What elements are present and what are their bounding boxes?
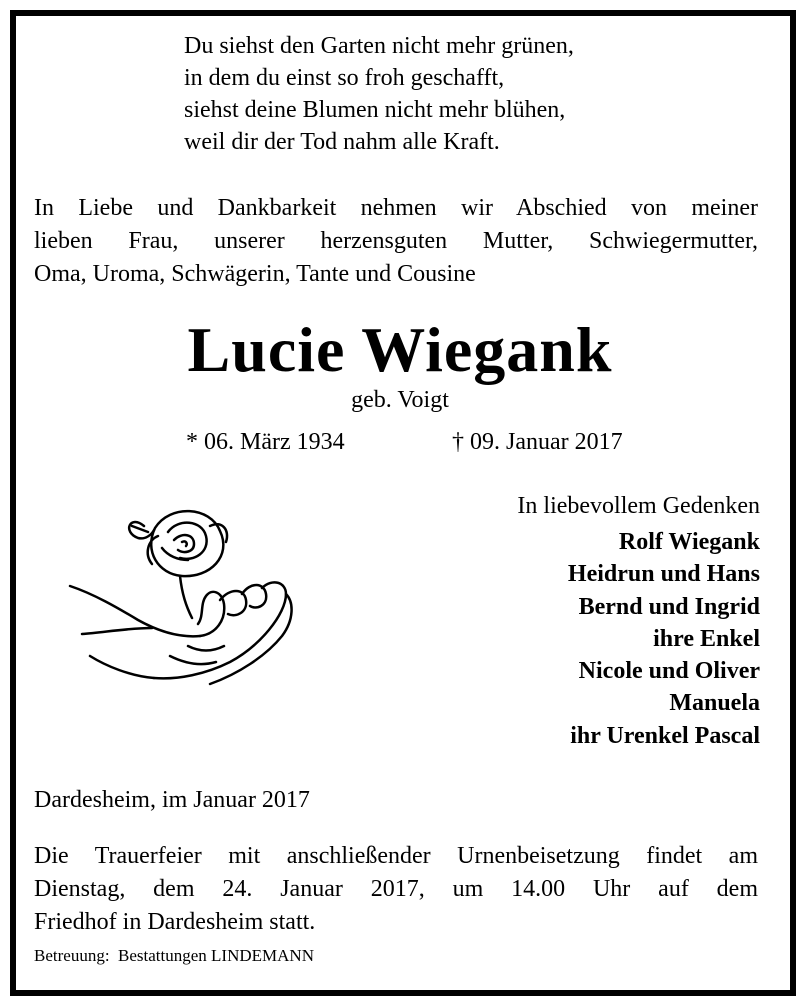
rose-in-hands-icon [60,496,300,706]
ceremony-line: Friedhof in Dardesheim statt. [34,909,316,935]
place-date: Dardesheim, im Januar 2017 [34,787,310,813]
mourner-name: Bernd und Ingrid [578,593,760,620]
mourners-block [517,490,760,752]
ceremony-line: Die Trauerfeier mit anschließender Urnenbeisetzung findet am [34,843,758,869]
mourner-name: Nicole und Oliver [578,658,760,685]
maiden-name: geb. Voigt [351,387,449,413]
poem-line: siehst deine Blumen nicht mehr blühen, [184,97,566,123]
birth-date: * 06. März 1934 [186,429,345,455]
poem-line: in dem du einst so froh geschafft, [184,65,505,91]
poem-line: Du siehst den Garten nicht mehr grünen, [184,33,574,59]
ceremony-text [34,840,758,939]
intro-line: lieben Frau, unserer herzensguten Mutter, Schwiegermutter, [34,228,758,254]
ceremony-line: Dienstag, dem 24. Januar 2017, um 14.00 Uhr auf dem [34,876,758,902]
poem [184,30,574,158]
undertaker-credit: Betreuung: Bestattungen LINDEMANN [34,946,314,965]
intro-line: Oma, Uroma, Schwägerin, Tante und Cousine [34,261,476,287]
mourner-name: Manuela [669,690,760,717]
mourner-name: ihr Urenkel Pascal [570,722,760,749]
mourner-name: ihre Enkel [653,625,760,652]
poem-line: weil dir der Tod nahm alle Kraft. [184,129,500,155]
intro-text [34,192,758,291]
mourner-name: Heidrun und Hans [567,561,760,588]
intro-line: In Liebe und Dankbarkeit nehmen wir Abschied von meiner [34,195,758,221]
memorial-heading: In liebevollem Gedenken [517,493,760,519]
deceased-name: Lucie Wiegank [187,314,613,385]
mourner-name: Rolf Wiegank [618,529,760,555]
death-date: † 09. Januar 2017 [452,429,623,455]
